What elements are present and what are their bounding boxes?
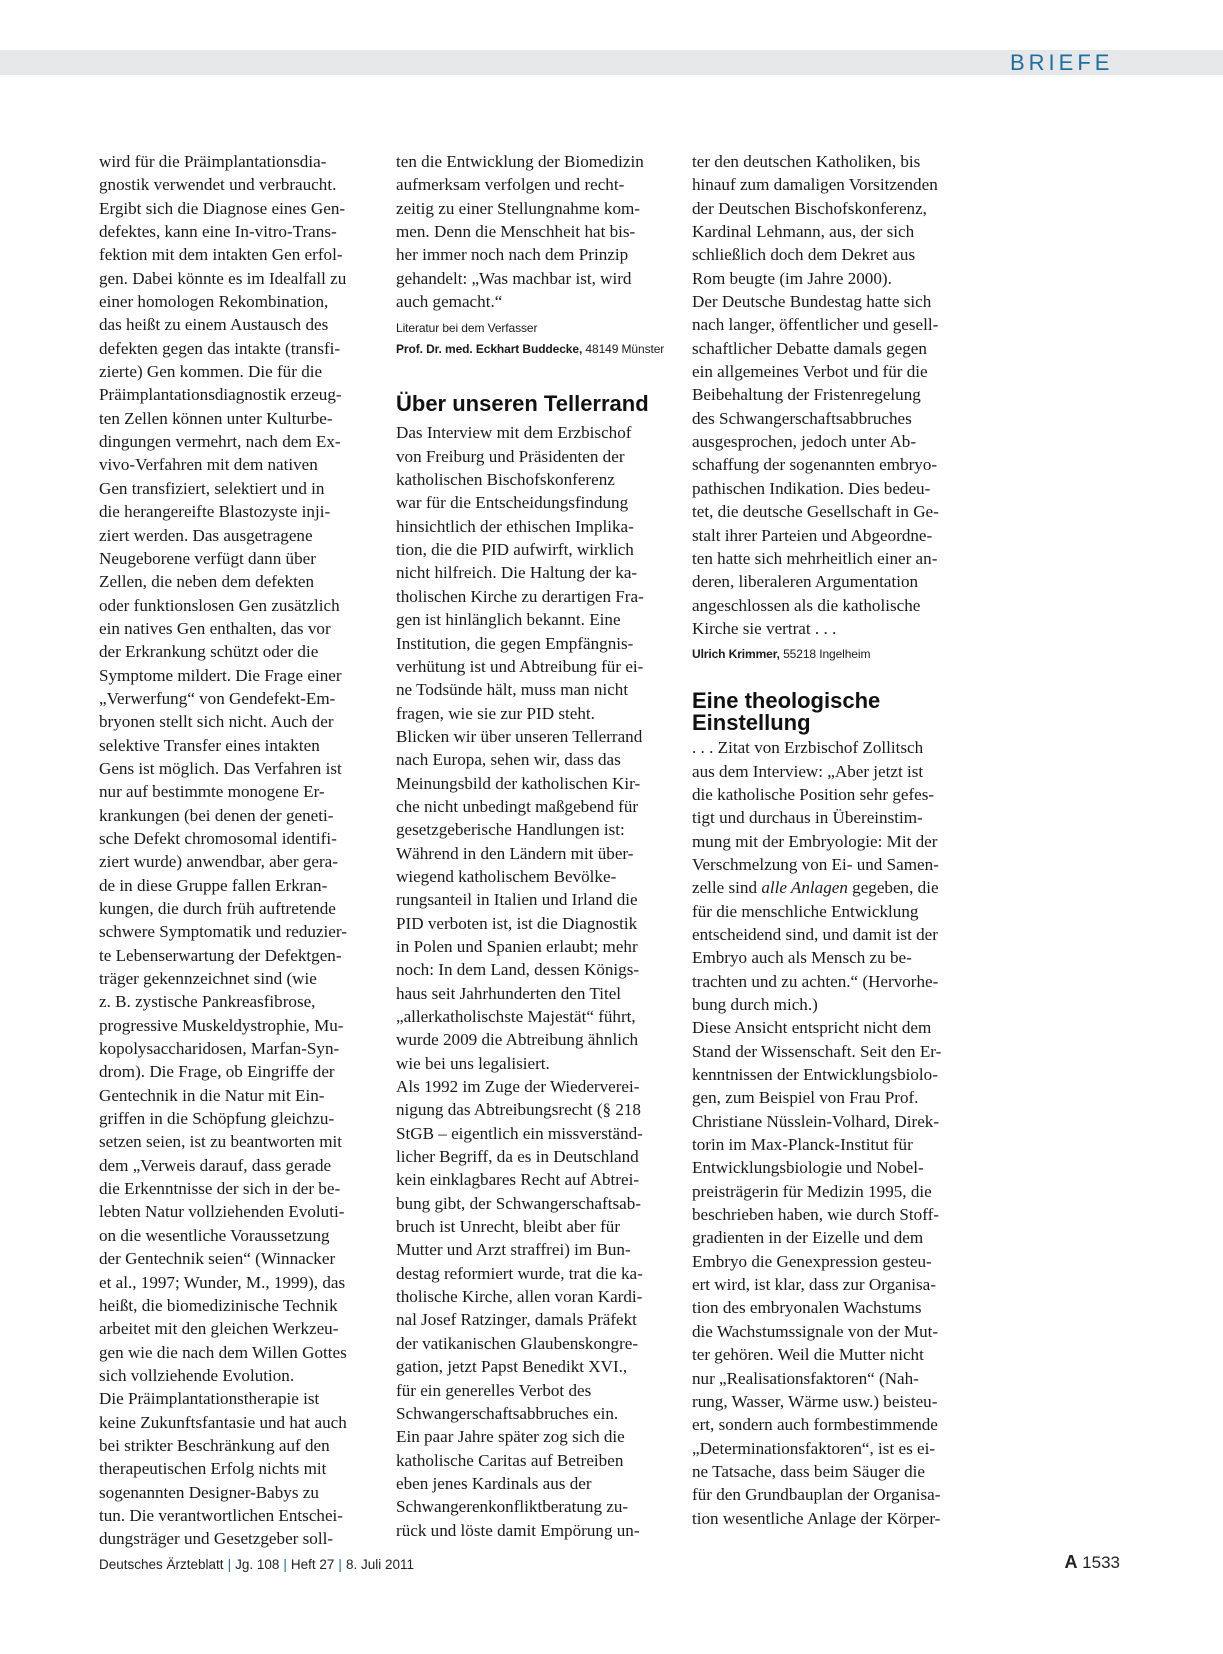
letter-heading: Über unseren Tellerrand [396, 391, 649, 417]
text-line: gehandelt: „Was machbar ist, wird [396, 268, 632, 288]
journal-issue: Heft 27 [290, 1557, 335, 1572]
text-line: der Deutschen Bischofskonferenz, [692, 198, 927, 218]
page-prefix: A [1064, 1552, 1078, 1572]
text-line: sogenannten Designer-Babys zu [99, 1482, 319, 1502]
text-line: Entwicklungsbiologie und Nobel- [692, 1158, 924, 1178]
text-line: Christiane Nüsslein-Volhard, Direk- [692, 1111, 940, 1131]
text-line: Ergibt sich die Diagnose eines Gen- [99, 198, 346, 218]
text-line: tholische Kirche, allen voran Kardi- [396, 1287, 643, 1307]
text-line: nach langer, öffentlicher und gesell- [692, 315, 939, 335]
text-line: ziert wurde) anwendbar, aber gera- [99, 852, 338, 872]
text-line: Beibehaltung der Fristenregelung [692, 385, 921, 405]
text-line: gen ist hinlänglich bekannt. Eine [396, 610, 621, 630]
text-line: zierte) Gen kommen. Die für die [99, 362, 323, 382]
text-line: Die Präimplantationstherapie ist [99, 1389, 320, 1409]
text-line: auch gemacht.“ [396, 292, 503, 312]
author-place: 55218 Ingelheim [779, 647, 871, 662]
text-line: Neugeborene verfügt dann über [99, 548, 316, 568]
text-line: für ein generelles Verbot des [396, 1380, 592, 1400]
text-line: der Erkrankung schützt oder die [99, 642, 319, 662]
text-line: Während in den Ländern mit über- [396, 843, 634, 863]
text-line: gradienten in der Eizelle und dem [692, 1228, 924, 1248]
text-line: in Polen und Spanien erlaubt; mehr [396, 936, 638, 956]
text-line: torin im Max-Planck-Institut für [692, 1135, 913, 1155]
article-text [99, 150, 385, 1551]
text-line: che nicht unbedingt maßgebend für [396, 796, 639, 816]
journal-date: 8. Juli 2011 [345, 1557, 414, 1572]
letter-text [396, 421, 682, 1542]
text-line: hinauf zum damaligen Vorsitzenden [692, 175, 938, 195]
text-line: heißt, die biomedizinische Technik [99, 1295, 338, 1315]
column-2 [396, 150, 682, 1542]
text-line: beschrieben haben, wie durch Stoff- [692, 1205, 939, 1225]
text-line: kopolysaccharidosen, Marfan-Syn- [99, 1039, 340, 1059]
text-line: lebten Natur vollziehenden Evoluti- [99, 1202, 345, 1222]
footer-journal-info [99, 1555, 414, 1575]
text-line: gen. Dabei könnte es im Idealfall zu [99, 268, 347, 288]
text-line: Stand der Wissenschaft. Seit den Er- [692, 1041, 942, 1061]
text-line: die Erkenntnisse der sich in der be- [99, 1179, 341, 1199]
author-name: Ulrich Krimmer, [692, 647, 780, 662]
text-line: für die menschliche Entwicklung [692, 901, 919, 921]
text-line: Embryo auch als Mensch zu be- [692, 948, 912, 968]
letter-text [692, 736, 978, 1530]
text-line: ter gehören. Weil die Mutter nicht [692, 1345, 924, 1365]
text-line: PID verboten ist, ist die Diagnostik [396, 913, 638, 933]
text-line: kein einklagbares Recht auf Abtrei- [396, 1170, 640, 1190]
text-line: „Verwerfung“ von Gendefekt-Em- [99, 688, 336, 708]
text-line: ein natives Gen enthalten, das vor [99, 618, 331, 638]
text-line: tion wesentliche Anlage der Körper- [692, 1508, 941, 1528]
author-name: Prof. Dr. med. Eckhart Buddecke, [396, 342, 583, 357]
text-line: „allerkatholischste Majestät“ führt, [396, 1007, 636, 1026]
text-line: eben jenes Kardinals aus der [396, 1473, 592, 1493]
text-line: für den Grundbauplan der Organisa- [692, 1485, 941, 1505]
text-line: wird für die Präimplantationsdia- [99, 152, 327, 171]
text-line: ziert werden. Das ausgetragene [99, 525, 313, 545]
text-line: tion des embryonalen Wachstums [692, 1298, 922, 1318]
text-line: rück und löste damit Empörung un- [396, 1520, 640, 1540]
text-line: schwere Symptomatik und reduzier- [99, 922, 347, 942]
text-line: Mutter und Arzt straffrei) im Bun- [396, 1240, 631, 1260]
text-line: licher Begriff, da es in Deutschland [396, 1147, 639, 1167]
text-line: Verschmelzung von Ei- und Samen- [692, 854, 939, 874]
text-line: men. Denn die Menschheit hat bis- [396, 222, 636, 242]
text-line: therapeutischen Erfolg nichts mit [99, 1459, 327, 1479]
text-line: dingungen vermehrt, nach dem Ex- [99, 432, 341, 452]
text-line: drom). Die Frage, ob Eingriffe der [99, 1062, 335, 1082]
text-line: setzen seien, ist zu beantworten mit [99, 1132, 343, 1152]
text-line: ert wird, ist klar, dass zur Organisa- [692, 1275, 936, 1295]
heading-line: Einstellung [692, 710, 811, 736]
author-place: 48149 Münster [582, 342, 665, 357]
separator: | [283, 1557, 287, 1572]
text-line: ert, sondern auch formbestimmende [692, 1415, 938, 1435]
text-line: ein allgemeines Verbot und für die [692, 362, 928, 382]
text-line: bung gibt, der Schwangerschaftsab- [396, 1193, 641, 1213]
text-line: bung durch mich.) [692, 995, 818, 1014]
text-line: Institution, die gegen Empfängnis- [396, 633, 634, 653]
text-line: tion, die die PID aufwirft, wirklich [396, 540, 634, 560]
text-line: aufmerksam verfolgen und recht- [396, 175, 625, 195]
text-line: fektion mit dem intakten Gen erfol- [99, 245, 343, 265]
article-text-continued [396, 150, 682, 313]
text-line: stalt ihrer Parteien und Abgeordne- [692, 525, 933, 545]
journal-name: Deutsches Ärzteblatt [99, 1557, 224, 1572]
text-line: Meinungsbild der katholischen Kir- [396, 773, 641, 793]
text-line: sche Defekt chromosomal identifi- [99, 828, 337, 848]
text-line: Ein paar Jahre später zog sich die [396, 1427, 625, 1447]
text-line: war für die Entscheidungsfindung [396, 493, 629, 513]
text-line: wurde 2009 die Abtreibung ähnlich [396, 1030, 639, 1050]
text-line: Blicken wir über unseren Tellerrand [396, 726, 643, 746]
text-line: dungsträger und Gesetzgeber soll- [99, 1529, 334, 1549]
text-line: defekten gegen das intakte (transfi- [99, 338, 341, 358]
text-line: tet, die deutsche Gesellschaft in Ge- [692, 502, 939, 522]
text-line: verhütung ist und Abtreibung für ei- [396, 656, 644, 676]
text-line: deren, liberaleren Argumentation [692, 572, 919, 592]
text-line: nur „Realisationsfaktoren“ (Nah- [692, 1368, 919, 1388]
text-line: vivo-Verfahren mit dem nativen [99, 455, 318, 475]
section-label: BRIEFE [1010, 50, 1114, 75]
text-line: ter den deutschen Katholiken, bis [692, 152, 921, 171]
text-line: z. B. zystische Pankreasfibrose, [99, 992, 316, 1012]
text-line: nigung das Abtreibungsrecht (§ 218 [396, 1100, 641, 1120]
text-line: preisträgerin für Medizin 1995, die [692, 1181, 932, 1201]
text-line: Schwangerenkonfliktberatung zu- [396, 1497, 629, 1517]
text-line: träger gekennzeichnet sind (wie [99, 969, 317, 989]
text-line: kungen, die durch früh auftretende [99, 899, 336, 918]
text-line: Embryo die Genexpression gesteu- [692, 1251, 932, 1271]
text-line: angeschlossen als die katholische [692, 595, 921, 615]
text-line: destag reformiert wurde, trat die ka- [396, 1263, 643, 1283]
text-line: die katholische Position sehr gefes- [692, 784, 935, 804]
text-line: nicht hilfreich. Die Haltung der ka- [396, 563, 638, 583]
separator: | [338, 1557, 342, 1572]
text-line: oder funktionslosen Gen zusätzlich [99, 595, 340, 615]
text-line: katholische Caritas auf Betreiben [396, 1450, 624, 1470]
text-line: der vatikanischen Glaubenskongre- [396, 1333, 639, 1353]
text-line: Zellen, die neben dem defekten [99, 572, 314, 592]
text-line: griffen in die Schöpfung gleichzu- [99, 1109, 335, 1129]
journal-volume: Jg. 108 [235, 1557, 280, 1572]
literature-note: Literatur bei dem Verfasser [396, 321, 538, 336]
text-line: einer homologen Rekombination, [99, 292, 329, 312]
text-line: kenntnissen der Entwicklungsbiolo- [692, 1065, 938, 1085]
text-line: ne Todsünde hält, muss man nicht [396, 680, 629, 700]
text-line: Als 1992 im Zuge der Wiederverei- [396, 1077, 640, 1097]
emphasis: alle Anlagen [761, 878, 848, 898]
text-line: tholischen Kirche zu derartigen Fra- [396, 586, 644, 606]
text-line: Gens ist möglich. Das Verfahren ist [99, 758, 342, 778]
text-line: ten hatte sich mehrheitlich einer an- [692, 548, 938, 568]
text-line: et al., 1997; Wunder, M., 1999), das [99, 1272, 346, 1292]
page-number-value: 1533 [1082, 1553, 1120, 1572]
text-line: aus dem Interview: „Aber jetzt ist [692, 761, 924, 781]
text-line: Kardinal Lehmann, aus, der sich [692, 222, 915, 242]
text-line: pathischen Indikation. Dies bedeu- [692, 478, 931, 498]
text-line: fragen, wie sie zur PID steht. [396, 703, 595, 723]
author-signature [692, 645, 978, 664]
text-line: progressive Muskeldystrophie, Mu- [99, 1015, 344, 1035]
text-line: te Lebenserwartung der Defektgen- [99, 945, 342, 965]
text-line: rungsanteil in Italien und Irland die [396, 890, 638, 910]
text-line: Präimplantationsdiagnostik erzeug- [99, 385, 342, 405]
text-line: tigt und durchaus in Übereinstim- [692, 808, 923, 828]
page-number [1064, 1550, 1120, 1575]
text-line: gen, zum Beispiel von Frau Prof. [692, 1088, 919, 1108]
author-signature [396, 340, 682, 359]
column-3 [692, 150, 978, 1530]
text-line: entscheidend sind, und damit ist der [692, 924, 938, 944]
text-line: on die wesentliche Voraussetzung [99, 1225, 330, 1245]
text-line: Diese Ansicht entspricht nicht dem [692, 1018, 932, 1038]
text-line: bryonen stellt sich nicht. Auch der [99, 712, 334, 732]
text-line: schaffung der sogenannten embryo- [692, 455, 938, 475]
text-line: das heißt zu einem Austausch des [99, 315, 329, 335]
text-line: trachten und zu achten.“ (Hervorhe- [692, 971, 939, 991]
text-line: ten die Entwicklung der Biomedizin [396, 152, 644, 171]
heading-line: Eine theologische [692, 688, 881, 714]
text-line: keine Zukunftsfantasie und hat auch [99, 1412, 347, 1432]
text-line: gation, jetzt Papst Benedikt XVI., [396, 1357, 628, 1377]
text-line: haus seit Jahrhunderten den Titel [396, 983, 622, 1003]
text-line: die herangereifte Blastozyste inji- [99, 502, 331, 522]
text-line: Der Deutsche Bundestag hatte sich [692, 292, 932, 312]
text-line: katholischen Bischofskonferenz [396, 470, 615, 490]
column-1 [99, 150, 385, 1551]
text-line: selektive Transfer eines intakten [99, 735, 320, 755]
text-line: ten Zellen können unter Kulturbe- [99, 408, 333, 428]
text-line: StGB – eigentlich ein missverständ- [396, 1123, 643, 1143]
text-line: schließlich doch dem Dekret aus [692, 245, 916, 265]
text-line: defektes, kann eine In-vitro-Trans- [99, 222, 337, 242]
separator: | [227, 1557, 232, 1572]
text-line: bei strikter Beschränkung auf den [99, 1435, 330, 1455]
text-line: Gen transfiziert, selektiert und in [99, 478, 325, 498]
text-line: noch: In dem Land, dessen Königs- [396, 960, 640, 980]
text-line: zeitig zu einer Stellungnahme kom- [396, 198, 640, 218]
text-line: gnostik verwendet und verbraucht. [99, 175, 337, 195]
text-line: wiegend katholischem Bevölke- [396, 866, 617, 886]
text-line: Gentechnik in die Natur mit Ein- [99, 1085, 325, 1105]
text-line: mung mit der Embryologie: Mit der [692, 831, 938, 851]
text-line: arbeitet mit den gleichen Werkzeu- [99, 1319, 339, 1339]
text-line: schaftlicher Debatte damals gegen [692, 338, 927, 358]
text-line: die Wachstumssignale von der Mut- [692, 1321, 939, 1341]
text-line: Symptome mildert. Die Frage einer [99, 665, 342, 685]
text-line: Das Interview mit dem Erzbischof [396, 423, 632, 443]
text-line: nal Josef Ratzinger, damals Präfekt [396, 1310, 637, 1330]
text-line: hinsichtlich der ethischen Implika- [396, 516, 634, 536]
text-line: des Schwangerschaftsabbruches [692, 408, 912, 428]
text-line: sich vollziehende Evolution. [99, 1365, 295, 1385]
text-line: „Determinationsfaktoren“, ist es ei- [692, 1438, 936, 1458]
text-line: Schwangerschaftsabbruches ein. [396, 1403, 619, 1423]
text-line: ausgesprochen, jedoch unter Ab- [692, 432, 917, 452]
text-line: bruch ist Unrecht, bleibt aber für [396, 1217, 621, 1237]
text-line: Rom beugte (im Jahre 2000). [692, 268, 892, 288]
text-line: wie bei uns legalisiert. [396, 1053, 550, 1073]
text-line: rung, Wasser, Wärme usw.) beisteu- [692, 1391, 938, 1411]
text-line: von Freiburg und Präsidenten der [396, 446, 625, 466]
text-line: der Gentechnik seien“ (Winnacker [99, 1249, 336, 1269]
text-line: ne Tatsache, dass beim Säuger die [692, 1461, 925, 1481]
text-line: tun. Die verantwortlichen Entschei- [99, 1505, 343, 1525]
text-line: Kirche sie vertrat . . . [692, 618, 837, 638]
text-line: gesetzgeberische Handlungen ist: [396, 820, 625, 840]
letter-heading [692, 690, 978, 734]
text-line: dem „Verweis darauf, dass gerade [99, 1155, 332, 1175]
text-line: her immer noch nach dem Prinzip [396, 245, 629, 265]
letter-text-continued [692, 150, 978, 640]
text-line: nur auf bestimmte monogene Er- [99, 782, 325, 802]
text-line: zelle sind alle Anlagen gegeben, die [692, 878, 939, 898]
text-line: gen wie die nach dem Willen Gottes [99, 1342, 347, 1362]
text-line: de in diese Gruppe fallen Erkran- [99, 875, 328, 895]
text-line: nach Europa, sehen wir, dass das [396, 750, 621, 770]
text-line: krankungen (bei denen der geneti- [99, 805, 334, 825]
text-line: . . . Zitat von Erzbischof Zollitsch [692, 738, 924, 758]
